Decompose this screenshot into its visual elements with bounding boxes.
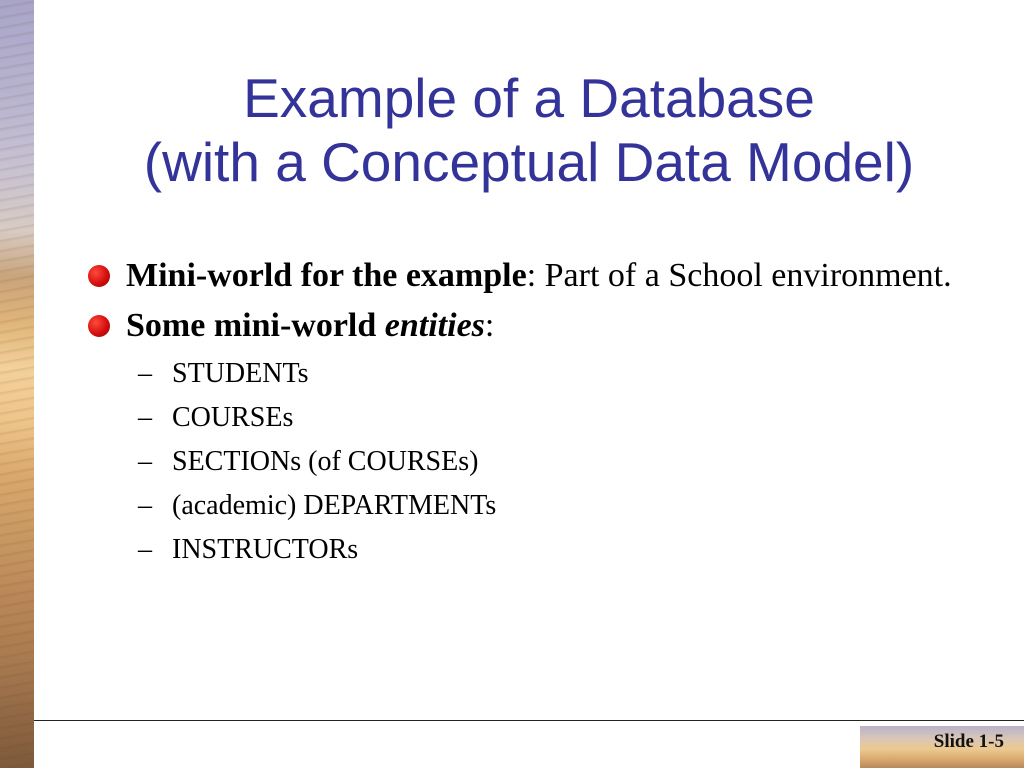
sub-bullet-label: SECTIONs (of COURSEs) xyxy=(172,446,479,477)
dash-icon: – xyxy=(138,490,152,521)
bullet-entities-bold: Some mini-world xyxy=(126,307,385,344)
bullet-list xyxy=(88,256,988,572)
sub-bullet-label: (academic) DEPARTMENTs xyxy=(172,490,497,521)
bullet-entities-italic: entities xyxy=(384,307,485,344)
sub-bullet-label: STUDENTs xyxy=(172,358,309,389)
sub-bullet-students xyxy=(138,352,988,396)
dash-icon: – xyxy=(138,358,152,389)
dash-icon: – xyxy=(138,446,152,477)
bullet-entities xyxy=(88,306,988,346)
sub-bullet-label: COURSEs xyxy=(172,402,294,433)
bullet-dot-icon xyxy=(88,315,110,337)
sub-bullet-courses xyxy=(138,396,988,440)
sub-bullet-departments xyxy=(138,484,988,528)
title-line-2: (with a Conceptual Data Model) xyxy=(143,131,915,193)
sub-bullet-list xyxy=(88,352,988,572)
slide-title xyxy=(60,66,998,194)
bullet-entities-text: : xyxy=(484,307,495,344)
bullet-mini-world-text: : Part of a School environment. xyxy=(526,257,952,294)
dash-icon: – xyxy=(138,402,152,433)
bullet-mini-world xyxy=(88,256,988,296)
slide-number: Slide 1-5 xyxy=(933,731,1004,752)
sub-bullet-instructors xyxy=(138,528,988,572)
decorative-side-image xyxy=(0,0,34,768)
sub-bullet-label: INSTRUCTORs xyxy=(172,534,359,565)
dash-icon: – xyxy=(138,534,152,565)
footer-divider xyxy=(34,720,1024,721)
bullet-mini-world-bold: Mini-world for the example xyxy=(126,257,527,294)
bullet-dot-icon xyxy=(88,265,110,287)
title-line-1: Example of a Database xyxy=(243,67,815,129)
sub-bullet-sections xyxy=(138,440,988,484)
